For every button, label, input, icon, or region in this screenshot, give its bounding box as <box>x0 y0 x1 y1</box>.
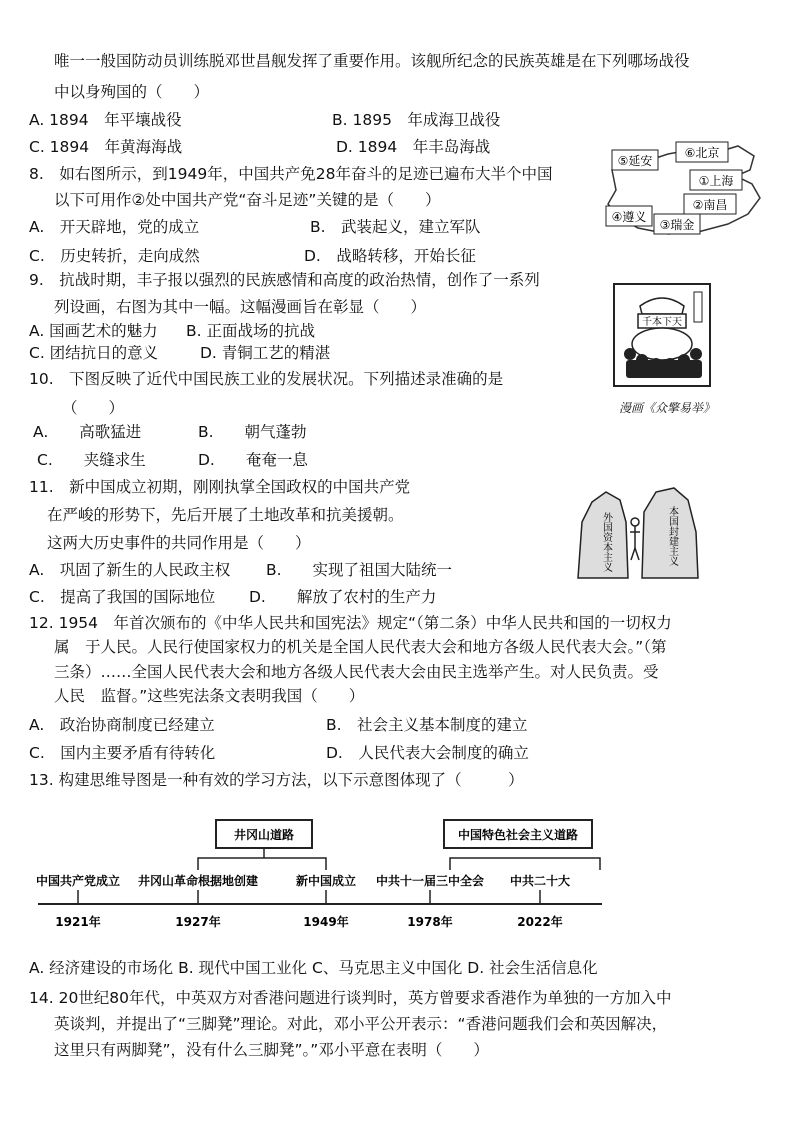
q11-stem-line3: 这两大历史事件的共同作用是（ ） <box>47 534 311 552</box>
q9-option-d: D. 青铜工艺的精湛 <box>200 344 331 362</box>
year-label-1978: 1978年 <box>407 915 453 929</box>
q13-options: A. 经济建设的市场化 B. 现代中国工业化 C、马克思主义中国化 D. 社会生活信息化 <box>29 959 598 977</box>
q10-option-b: B. 朝气蓬勃 <box>198 423 307 441</box>
q10-stem-line1: 10. 下图反映了近代中国民族工业的发展状况。下列描述录准确的是 <box>29 370 504 388</box>
q9-cartoon-caption: 漫画《众擎易举》 <box>619 401 716 415</box>
q11-stem-line1: 11. 新中国成立初期，刚刚执掌全国政权的中国共产党 <box>29 478 411 496</box>
cliff-label-right: 本国封建主义 <box>666 506 678 566</box>
q7-stem-line2: 中以身殉国的（ ） <box>54 83 210 101</box>
q10-stem-line2: （ ） <box>62 399 125 417</box>
q12-option-d: D. 人民代表大会制度的确立 <box>326 744 529 762</box>
q7-option-a: A. 1894 年平壤战役 <box>29 111 182 129</box>
q10-option-a: A. 高歌猛进 <box>33 423 142 441</box>
q12-stem-line1: 12. 1954 年首次颁布的《中华人民共和国宪法》规定“（第二条）中华人民共和国的一切权力 <box>29 614 672 632</box>
q8-stem-line2: 以下可用作②处中国共产党“奋斗足迹”关键的是（ ） <box>54 191 441 209</box>
q9-option-a: A. 国画艺术的魅力 <box>29 322 158 340</box>
q10-option-d: D. 奄奄一息 <box>198 451 308 469</box>
year-label-1921: 1921年 <box>55 915 101 929</box>
map-label-shanghai: ①上海 <box>698 174 734 188</box>
q7-option-b: B. 1895 年成海卫战役 <box>332 111 501 129</box>
q12-stem-line2: 属 于人民。人民行使国家权力的机关是全国人民代表大会和地方各级人民代表大会。”（第 <box>54 638 667 656</box>
q10-option-c: C. 夹缝求生 <box>37 451 146 469</box>
timeline-box-left-label: 井冈山道路 <box>233 828 295 842</box>
year-label-2022: 2022年 <box>517 915 563 929</box>
q9-stem-line1: 9. 抗战时期，丰子报以强烈的民族感情和高度的政治热情，创作了一系列 <box>29 271 540 289</box>
year-label-1949: 1949年 <box>303 915 349 929</box>
q14-stem-line1: 14. 20世纪80年代，中英双方对香港问题进行谈判时，英方曾要求香港作为单独的一方加入中 <box>29 989 672 1007</box>
timeline-box-right-label: 中国特色社会主义道路 <box>457 828 579 842</box>
year-label-1927: 1927年 <box>175 915 221 929</box>
q9-stem-line2: 列设画，右图为其中一幅。这幅漫画旨在彰显（ ） <box>54 298 427 316</box>
event-label-2022: 中共二十大 <box>509 874 571 888</box>
q11-option-c: C. 提高了我国的国际地位 <box>29 588 216 606</box>
map-label-ruijin: ③瑞金 <box>659 218 695 232</box>
q8-option-c: C. 历史转折，走向成然 <box>29 247 200 265</box>
q9-cartoon-figure <box>612 282 712 390</box>
q7-option-d: D. 1894 年丰岛海战 <box>336 138 491 156</box>
event-label-1927: 井冈山革命根据地创建 <box>137 874 259 888</box>
q8-map-figure <box>598 140 768 240</box>
q11-option-d: D. 解放了农村的生产力 <box>249 588 437 606</box>
q8-option-a: A. 开天辟地，党的成立 <box>29 218 200 236</box>
q9-option-b: B. 正面战场的抗战 <box>186 322 315 340</box>
q13-stem: 13. 构建思维导图是一种有效的学习方法，以下示意图体现了（ ） <box>29 771 524 789</box>
event-label-1978: 中共十一届三中全会 <box>375 874 485 888</box>
q14-stem-line3: 这里只有两脚凳”，没有什么三脚凳”。”邓小平意在表明（ ） <box>54 1041 489 1059</box>
q12-stem-line3: 三条）……全国人民代表大会和地方各级人民代表大会由民主选举产生。对人民负责。受 <box>54 663 659 681</box>
event-label-1949: 新中国成立 <box>295 874 357 888</box>
q9-option-c: C. 团结抗日的意义 <box>29 344 159 362</box>
event-label-1921: 中国共产党成立 <box>35 874 121 888</box>
map-label-zunyi: ④遵义 <box>611 210 647 224</box>
q11-option-b: B. 实现了祖国大陆统一 <box>266 561 453 579</box>
q7-stem-line1: 唯一一般国防动员训练脱邓世昌舰发挥了重要作用。该舰所纪念的民族英雄是在下列哪场战役 <box>54 52 690 70</box>
cartoon-vessel-text: 千本下天 <box>642 317 682 328</box>
map-label-yanan: ⑤延安 <box>617 154 653 168</box>
q12-stem-line4: 人民 监督。”这些宪法条文表明我国（ ） <box>54 687 365 705</box>
q7-option-c: C. 1894 年黄海海战 <box>29 138 183 156</box>
q11-stem-line2: 在严峻的形势下，先后开展了土地改革和抗美援朝。 <box>47 506 404 524</box>
q12-option-b: B. 社会主义基本制度的建立 <box>326 716 528 734</box>
q12-option-c: C. 国内主要矛盾有待转化 <box>29 744 216 762</box>
q8-option-d: D. 战略转移，开始长征 <box>304 247 476 265</box>
q10-cliff-figure <box>568 482 704 582</box>
cliff-label-left: 外国资本主义 <box>600 512 612 572</box>
map-label-nanchang: ②南昌 <box>692 198 728 212</box>
q11-option-a: A. 巩固了新生的人民政主权 <box>29 561 231 579</box>
q14-stem-line2: 英谈判，并提出了“三脚凳”理论。对此，邓小平公开表示：“香港问题我们会和英因解决， <box>54 1015 668 1033</box>
q13-timeline-diagram <box>30 812 610 940</box>
q8-stem-line1: 8. 如右图所示，到1949年，中国共产免28年奋斗的足迹已遍布大半个中国 <box>29 165 553 183</box>
q12-option-a: A. 政治协商制度已经建立 <box>29 716 215 734</box>
map-label-beijing: ⑥北京 <box>684 146 720 160</box>
q8-option-b: B. 武装起义，建立军队 <box>310 218 481 236</box>
